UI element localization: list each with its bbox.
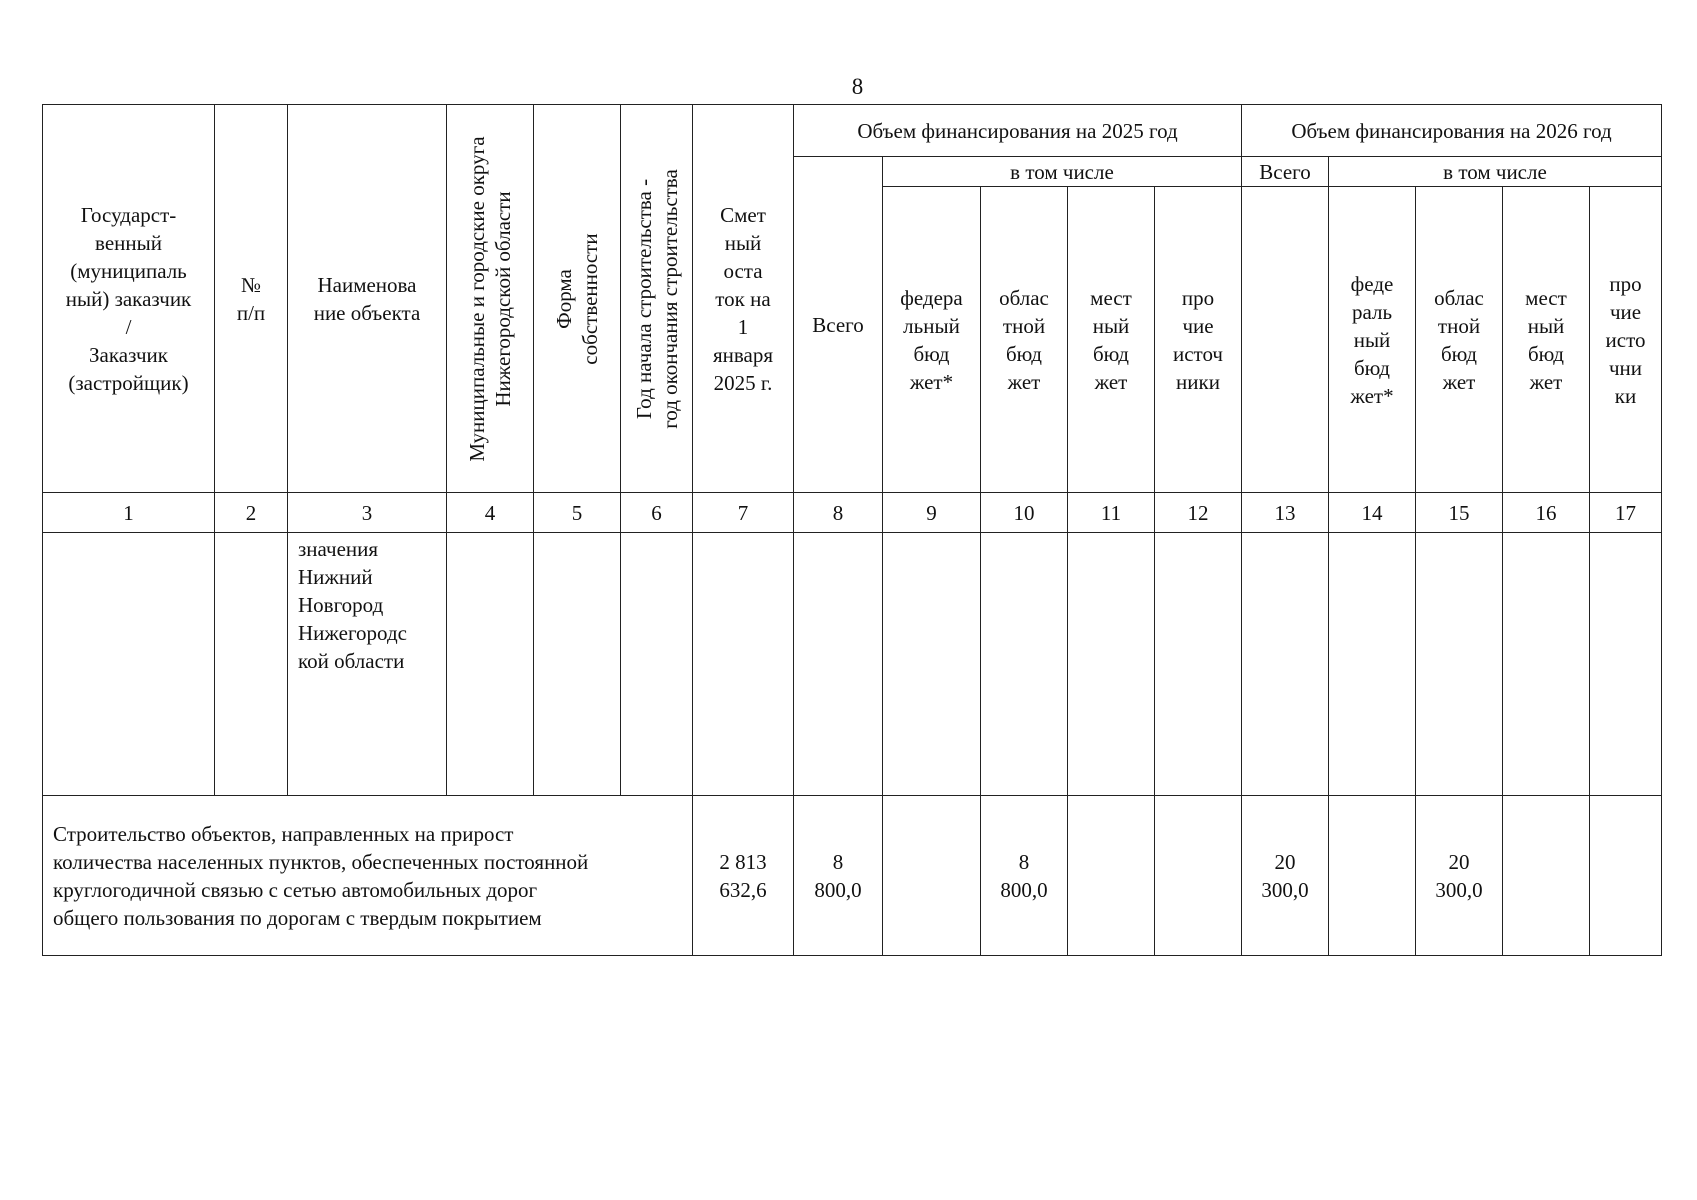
header-including-2026: в том числе: [1329, 157, 1662, 187]
object-name-continuation: значения Нижний Новгород Нижегородс кой области: [288, 533, 447, 796]
cell-empty: [1155, 533, 1242, 796]
header-federal-2026: феде раль ный бюд жет*: [1329, 187, 1416, 493]
cell-empty: [1590, 533, 1662, 796]
cell-empty: [1068, 533, 1155, 796]
header-estimated-balance: Смет ный оста ток на 1 января 2025 г.: [693, 105, 794, 493]
cell-empty: [621, 533, 693, 796]
cell-empty: [1155, 796, 1242, 956]
cell-empty: [1503, 796, 1590, 956]
col-num-11: 11: [1068, 493, 1155, 533]
header-total-2025: Всего: [794, 157, 883, 493]
col-num-12: 12: [1155, 493, 1242, 533]
header-federal-2025: федера льный бюд жет*: [883, 187, 981, 493]
col-num-15: 15: [1416, 493, 1503, 533]
header-ownership-form-text: Форма собственности: [552, 232, 602, 365]
header-group-2025: Объем финансирования на 2025 год: [794, 105, 1242, 157]
header-number: № п/п: [215, 105, 288, 493]
header-other-2026: про чие исто чни ки: [1590, 187, 1662, 493]
header-construction-years-text: Год начала строительства - год окончания строительства: [631, 168, 682, 429]
col-num-5: 5: [534, 493, 621, 533]
col-num-1: 1: [43, 493, 215, 533]
header-object-name: Наименова ние объекта: [288, 105, 447, 493]
header-customer: Государст- венный (муниципаль ный) заказчик / Заказчик (застройщик): [43, 105, 215, 493]
cell-empty: [1590, 796, 1662, 956]
summary-total-2026: 20 300,0: [1242, 796, 1329, 956]
financing-table: [42, 104, 1662, 956]
cell-empty: [43, 533, 215, 796]
cell-empty: [1242, 533, 1329, 796]
cell-empty: [883, 533, 981, 796]
col-num-9: 9: [883, 493, 981, 533]
header-construction-years: [621, 105, 693, 493]
summary-label: Строительство объектов, направленных на прирост количества населенных пунктов, обеспеченных постоянной круглогодичной связью с сетью автомобильных дорог общего пользования по дорогам с твердым покрытием: [43, 796, 693, 956]
cell-empty: [534, 533, 621, 796]
summary-total-2025: 8 800,0: [794, 796, 883, 956]
summary-estimated-balance: 2 813 632,6: [693, 796, 794, 956]
column-number-row: [43, 493, 1662, 533]
col-num-10: 10: [981, 493, 1068, 533]
header-total-2026: Всего: [1242, 157, 1329, 187]
cell-empty: [1068, 796, 1155, 956]
header-regional-2026: облас тной бюд жет: [1416, 187, 1503, 493]
cell-empty: [794, 533, 883, 796]
header-municipal-districts: [447, 105, 534, 493]
header-group-2026: Объем финансирования на 2026 год: [1242, 105, 1662, 157]
col-num-2: 2: [215, 493, 288, 533]
header-ownership-form: [534, 105, 621, 493]
col-num-13: 13: [1242, 493, 1329, 533]
cell-empty: [1329, 533, 1416, 796]
header-regional-2025: облас тной бюд жет: [981, 187, 1068, 493]
header-local-2026: мест ный бюд жет: [1503, 187, 1590, 493]
cell-empty: [693, 533, 794, 796]
header-empty-2026: [1242, 187, 1329, 493]
col-num-14: 14: [1329, 493, 1416, 533]
cell-empty: [1329, 796, 1416, 956]
header-other-2025: про чие источ ники: [1155, 187, 1242, 493]
summary-row: [43, 796, 1662, 956]
col-num-4: 4: [447, 493, 534, 533]
header-including-2025: в том числе: [883, 157, 1242, 187]
table-row: [43, 533, 1662, 796]
summary-regional-2025: 8 800,0: [981, 796, 1068, 956]
col-num-6: 6: [621, 493, 693, 533]
col-num-8: 8: [794, 493, 883, 533]
summary-regional-2026: 20 300,0: [1416, 796, 1503, 956]
page-number: 8: [851, 74, 864, 99]
cell-empty: [883, 796, 981, 956]
col-num-17: 17: [1590, 493, 1662, 533]
header-local-2025: мест ный бюд жет: [1068, 187, 1155, 493]
cell-empty: [215, 533, 288, 796]
cell-empty: [981, 533, 1068, 796]
col-num-3: 3: [288, 493, 447, 533]
col-num-16: 16: [1503, 493, 1590, 533]
header-municipal-districts-text: Муниципальные и городские округа Нижегородской области: [465, 135, 515, 462]
header-row-1: [43, 105, 1662, 157]
cell-empty: [447, 533, 534, 796]
col-num-7: 7: [693, 493, 794, 533]
cell-empty: [1416, 533, 1503, 796]
cell-empty: [1503, 533, 1590, 796]
